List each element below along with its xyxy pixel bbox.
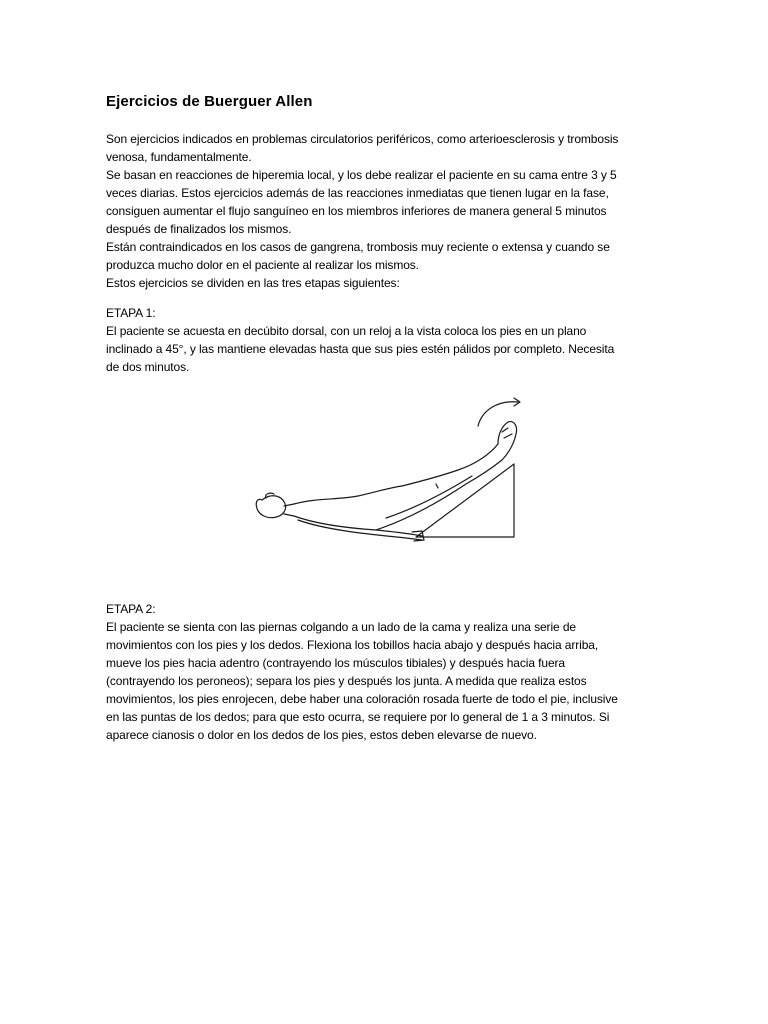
patient-legs-elevated-illustration [236, 392, 536, 552]
text-line: después de finalizados los mismos. [106, 222, 292, 236]
document-title: Ejercicios de Buerguer Allen [106, 93, 313, 110]
text-line: inclinado a 45°, y las mantiene elevadas hasta que sus pies estén pálidos por completo. Necesita [106, 342, 615, 356]
text-line: produzca mucho dolor en el paciente al realizar los mismos. [106, 258, 419, 272]
etapa-1-heading: ETAPA 1: [106, 306, 156, 320]
text-line: Estos ejercicios se dividen en las tres etapas siguientes: [106, 276, 400, 290]
text-line: movimientos, los pies enrojecen, debe haber una coloración rosada fuerte de todo el pie, inclusive [106, 692, 618, 706]
head [256, 496, 285, 518]
text-line: Son ejercicios indicados en problemas circulatorios periféricos, como arterioesclerosis y trombosis [106, 132, 619, 146]
text-line: mueve los pies hacia adentro (contrayendo los músculos tibiales) y después hacia fuera [106, 656, 565, 670]
text-line: Están contraindicados en los casos de gangrena, trombosis muy reciente o extensa y cuando se [106, 240, 610, 254]
etapa-2-section [106, 600, 686, 744]
text-line: aparece cianosis o dolor en los dedos de los pies, estos deben elevarse de nuevo. [106, 728, 537, 742]
text-line: El paciente se sienta con las piernas colgando a un lado de la cama y realiza una serie de [106, 620, 576, 634]
etapa-1-section [106, 304, 686, 376]
knee [436, 484, 438, 488]
text-line: de dos minutos. [106, 360, 190, 374]
intro-paragraph [106, 130, 686, 292]
leg-upper [402, 444, 498, 486]
text-line: El paciente se acuesta en decúbito dorsal, con un reloj a la vista coloca los pies en un plano [106, 324, 587, 338]
arm-lower [298, 520, 422, 540]
etapa-2-heading: ETAPA 2: [106, 602, 156, 616]
text-line: consiguen aumentar el flujo sanguíneo en los miembros inferiores de manera general 5 minutos [106, 204, 607, 218]
torso [294, 486, 402, 504]
incline-wedge [416, 464, 514, 537]
text-line: en las puntas de los dedos; para que esto ocurra, se requiere por lo general de 1 a 3 minutos. Si [106, 710, 610, 724]
text-line: Se basan en reacciones de hiperemia local, y los debe realizar el paciente en su cama entre 3 y 5 [106, 168, 617, 182]
text-line: venosa, fundamentalmente. [106, 150, 252, 164]
leg-detail [386, 476, 472, 518]
foot [498, 422, 517, 460]
text-line: movimientos con los pies y los dedos. Flexiona los tobillos hacia abajo y después hacia arriba, [106, 638, 599, 652]
text-line: veces diarias. Estos ejercicios además de las reacciones inmediatas que tienen lugar en la fase, [106, 186, 609, 200]
toes [502, 428, 512, 438]
neck [284, 514, 294, 516]
text-line: (contrayendo los peroneos); separa los pies y después los junta. A medida que realiza estos [106, 674, 587, 688]
